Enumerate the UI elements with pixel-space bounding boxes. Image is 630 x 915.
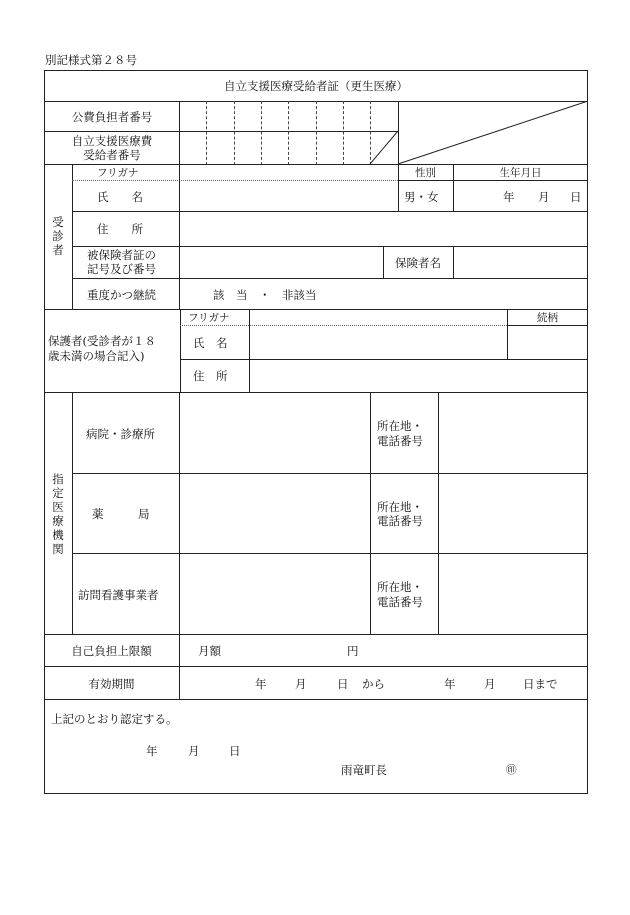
validity-from: から	[362, 677, 385, 691]
guardian-address-label: 住 所	[193, 369, 228, 383]
validity-label: 有効期間	[88, 677, 135, 691]
divider	[179, 246, 180, 278]
divider	[398, 180, 588, 181]
hospital-contact-label-2: 電話番号	[377, 434, 423, 448]
validity-month-to: 月	[484, 677, 496, 691]
guardian-label-2: 歳未満の場合記入)	[48, 349, 145, 363]
birth-month: 月	[538, 190, 550, 204]
validity-until: 日まで	[523, 677, 558, 691]
divider	[72, 246, 588, 247]
issuer: 雨竜町長	[341, 763, 387, 777]
divider	[507, 325, 588, 326]
cert-month: 月	[188, 744, 200, 758]
divider	[438, 392, 439, 634]
gender-label: 性別	[415, 167, 436, 179]
divider	[44, 164, 588, 165]
divider	[179, 392, 180, 634]
divider	[453, 246, 454, 278]
divider	[72, 392, 73, 634]
pharmacy-contact-label-1: 所在地・	[377, 500, 423, 514]
relation-label: 続柄	[537, 312, 558, 324]
severe-label: 重度かつ継続	[87, 288, 156, 302]
copay-monthly-label: 月額	[198, 644, 221, 658]
divider	[180, 359, 588, 360]
public-payer-label: 公費負担者番号	[71, 110, 153, 124]
patient-address-label: 住 所	[97, 222, 143, 236]
divider	[179, 278, 180, 309]
insurance-label-1: 被保険者証の	[87, 248, 156, 262]
guardian-name-label: 氏 名	[193, 336, 228, 350]
furigana-divider	[180, 325, 507, 326]
divider	[72, 164, 73, 309]
validity-day-from: 日	[337, 677, 349, 691]
pharmacy-label: 薬 局	[92, 507, 150, 521]
birthdate-label: 生年月日	[499, 167, 542, 179]
divider	[180, 309, 181, 392]
form-title: 自立支援医療受給者証（更生医療）	[224, 79, 408, 93]
patient-furigana-label: フリガナ	[97, 167, 139, 179]
guardian-furigana-label: フリガナ	[188, 312, 230, 324]
form-number: 別記様式第２８号	[45, 53, 137, 67]
recipient-number-label-1: 自立支援医療費	[71, 134, 153, 148]
divider	[249, 309, 250, 392]
hospital-contact-label-1: 所在地・	[377, 419, 423, 433]
divider	[179, 164, 180, 247]
pharmacy-contact-label-2: 電話番号	[377, 514, 423, 528]
guardian-label-1: 保護者(受診者が１８	[48, 334, 156, 348]
seal-mark: ㊞	[506, 764, 517, 776]
birth-year: 年	[503, 190, 515, 204]
validity-year-from: 年	[255, 677, 267, 691]
nursing-contact-label-2: 電話番号	[377, 595, 423, 609]
cert-year: 年	[146, 744, 158, 758]
patient-section-label: 受診者	[52, 215, 64, 257]
validity-year-to: 年	[444, 677, 456, 691]
copay-label: 自己負担上限額	[71, 644, 152, 658]
insurance-label-2: 記号及び番号	[87, 262, 156, 276]
cert-day: 日	[229, 744, 241, 758]
institutions-section-label: 指定医療機関	[52, 472, 64, 556]
furigana-divider	[72, 180, 398, 181]
certification-statement: 上記のとおり認定する。	[51, 712, 178, 726]
divider	[370, 392, 371, 634]
divider	[72, 211, 588, 212]
divider	[44, 666, 588, 667]
hospital-label: 病院・診療所	[86, 427, 155, 441]
severe-options: 該 当 ・ 非該当	[213, 288, 317, 302]
recipient-number-label-2: 受給者番号	[83, 148, 141, 162]
divider	[44, 392, 588, 393]
divider	[44, 634, 588, 635]
divider	[72, 278, 588, 279]
birth-day: 日	[570, 190, 582, 204]
gender-value: 男・女	[404, 190, 439, 204]
nursing-contact-label-1: 所在地・	[377, 580, 423, 594]
copay-yen: 円	[347, 644, 359, 658]
divider	[44, 699, 588, 700]
nursing-label: 訪問看護事業者	[78, 588, 159, 602]
patient-name-label: 氏 名	[97, 190, 143, 204]
divider	[72, 473, 588, 474]
validity-month-from: 月	[295, 677, 307, 691]
divider	[72, 553, 588, 554]
insurer-label: 保険者名	[395, 256, 441, 270]
